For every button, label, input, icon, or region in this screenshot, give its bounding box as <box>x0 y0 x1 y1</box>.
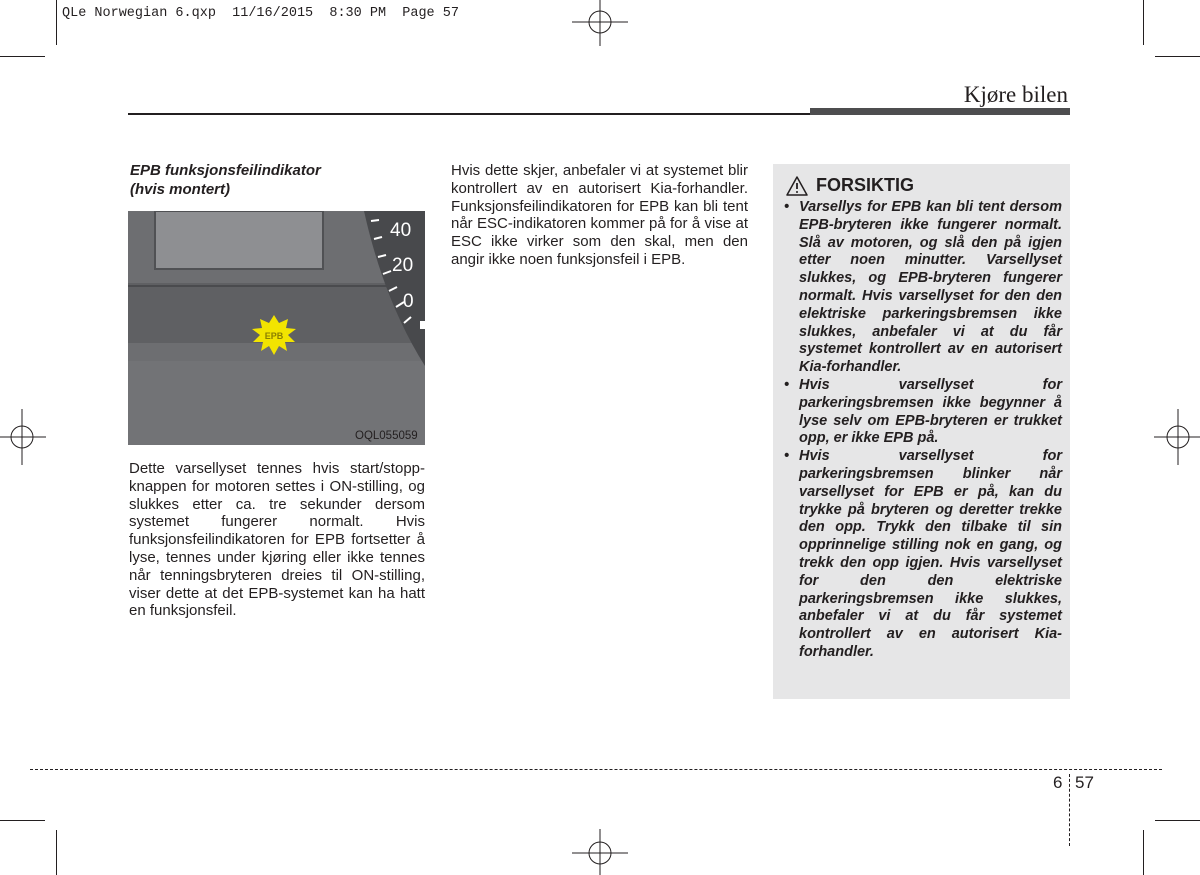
page-number: 57 <box>1075 773 1094 792</box>
registration-mark-right <box>1154 409 1200 465</box>
chapter-number: 6 <box>1053 773 1063 792</box>
footer-divider <box>1069 774 1070 846</box>
header-rule-thick <box>810 108 1070 115</box>
gauge-label-20: 20 <box>392 255 414 276</box>
body-paragraph-2: Hvis dette skjer, anbefaler vi at systemet blir kontrollert av en autorisert Kia-forhandler. Funksjonsfeilindikatoren for EPB kan bli tent når ESC-indikatoren kommer på for å vise at ESC ikke virker som den skal, men den angir ikke noen funksjonsfeil i EPB. <box>451 162 748 268</box>
caution-heading-text: FORSIKTIG <box>816 175 914 195</box>
chapter-title: Kjøre bilen <box>963 82 1068 107</box>
gauge-label-0: 0 <box>403 291 414 312</box>
footer-rule <box>30 769 1162 770</box>
warning-triangle-icon <box>786 176 808 196</box>
printer-slug: QLe Norwegian 6.qxp 11/16/2015 8:30 PM Page 57 <box>62 6 459 21</box>
lcd-display <box>155 211 323 269</box>
caution-list <box>782 199 1062 662</box>
figure-code: OQL055059 <box>355 430 418 442</box>
caution-heading <box>786 175 914 196</box>
caution-item: • Hvis varsellyset for parkeringsbremsen ikke begynner å lyse selv om EPB-bryteren er trukket opp, er ikke EPB på. <box>782 377 1062 448</box>
epb-indicator-label: EPB <box>264 331 284 341</box>
subheading-line-1: EPB funksjonsfeilindikator <box>130 162 321 179</box>
section-subheading <box>130 161 430 199</box>
cluster-illustration <box>128 211 425 445</box>
caution-item: • Hvis varsellyset for parkeringsbremsen blinker når varsellyset for EPB er på, kan du trykke på bryteren og deretter trekke den opp. Trykk den tilbake til sin opprinnelige stilling nok en gang, og trekk den opp igjen. Hvis varsellyset for den den elektriske parkeringsbremsen ikke slukkes, anbefaler vi at du får systemet kontrollert av en autorisert Kia-forhandler. <box>782 448 1062 662</box>
caution-item: • Varsellys for EPB kan bli tent dersom EPB-bryteren ikke fungerer normalt. Slå av motoren, og slå den på igjen etter noen minutter. Varsellyset slukkes, og EPB-bryteren fungerer normalt. Hvis varsellyset for den den elektriske parkeringsbremsen ikke slukkes, anbefaler vi at du får systemet kontrollert av en autorisert Kia-forhandler. <box>782 199 1062 377</box>
instrument-cluster-figure <box>128 211 425 445</box>
registration-mark-bottom <box>572 829 628 875</box>
body-paragraph-1: Dette varsellyset tennes hvis start/stopp-knappen for motoren settes i ON-stilling, og slukkes etter ca. tre sekunder dersom systemet fungerer normalt. Hvis funksjonsfeilindikatoren for EPB fortsetter å lyse, tennes under kjøring eller ikke tennes når tenningsbryteren dreies til ON-stilling, viser dette at det EPB-systemet kan ha hatt en funksjonsfeil. <box>129 460 425 620</box>
registration-mark-left <box>0 409 46 465</box>
gauge-label-40: 40 <box>390 220 412 241</box>
subheading-line-2: (hvis montert) <box>130 181 231 198</box>
registration-mark-top <box>572 0 628 46</box>
header-rule-thin <box>128 113 810 115</box>
